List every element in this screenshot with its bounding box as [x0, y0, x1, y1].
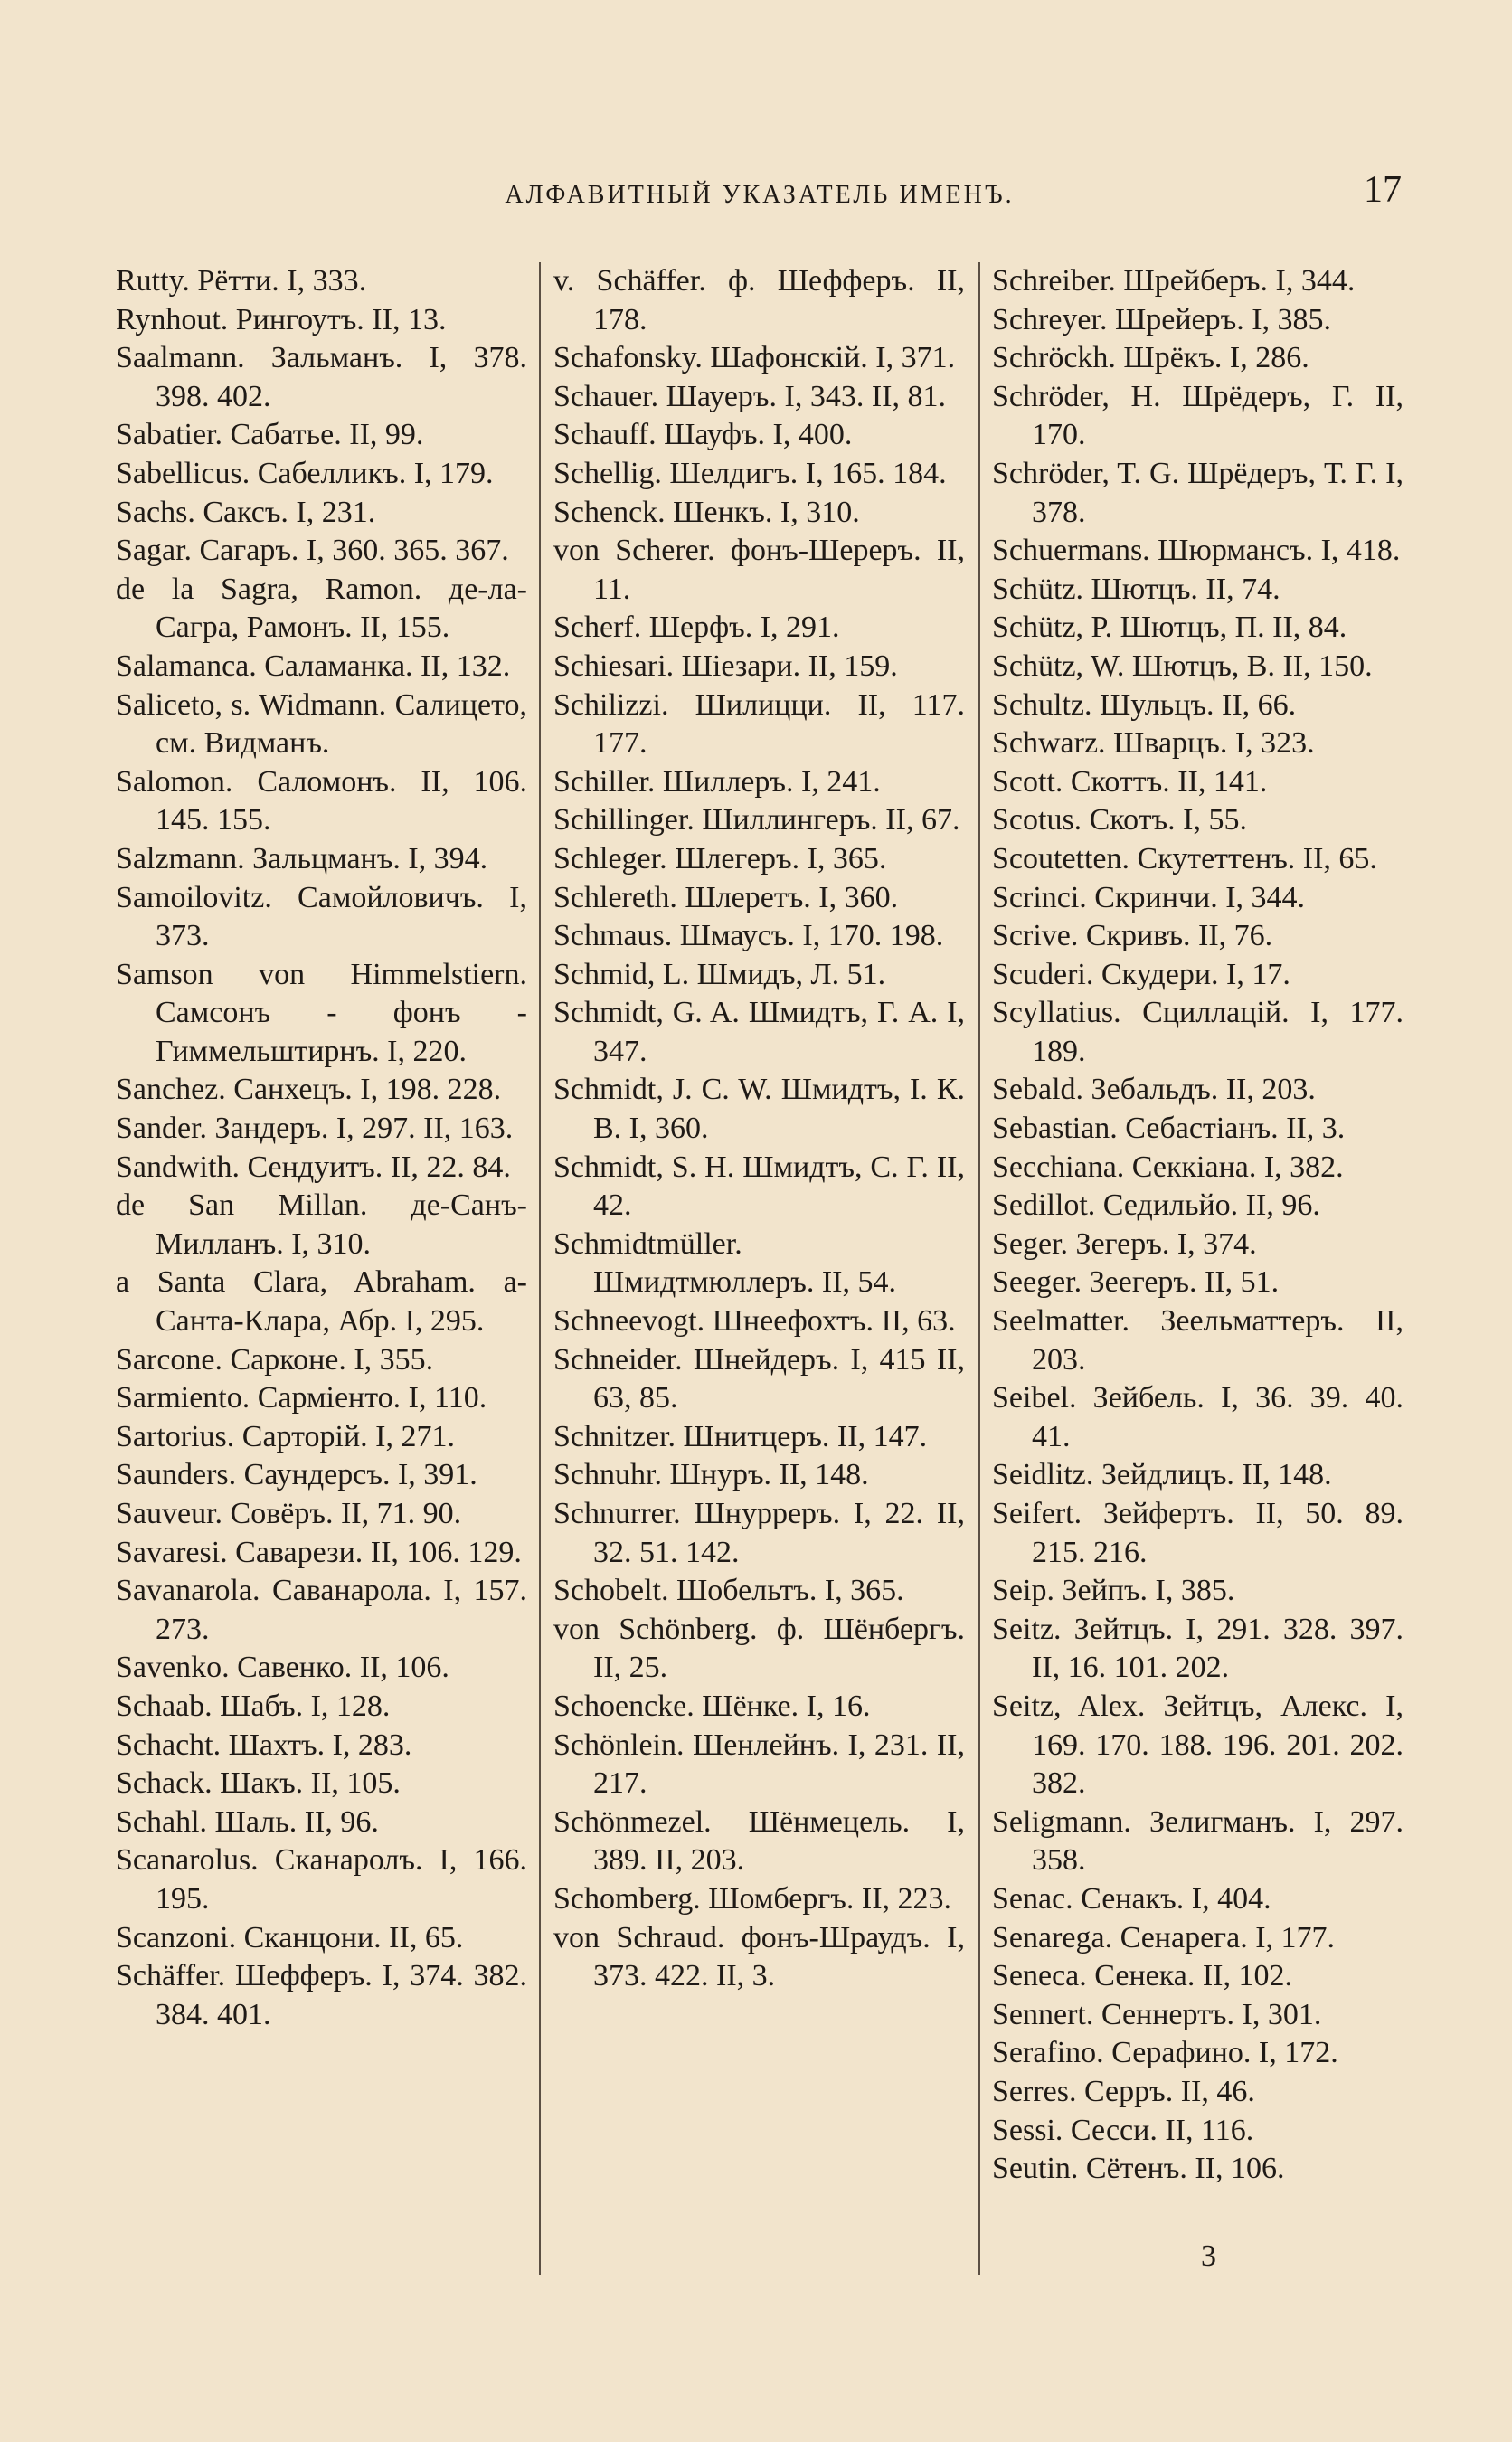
index-entry: Seutin. Сётенъ. II, 106. [992, 2152, 1285, 2186]
index-entry: Schütz, P. Шютцъ, П. II, 84. [992, 610, 1347, 645]
index-entry: Serafino. Серафино. I, 172. [992, 2036, 1338, 2070]
index-entry: a Santa Clara, Abraham. a-Санта-Клара, Абр. I, 295. [116, 1265, 527, 1339]
index-entry: Sarmiento. Сарміенто. I, 110. [116, 1381, 487, 1415]
index-entry: Schönlein. Шенлейнъ. I, 231. II, 217. [553, 1727, 965, 1801]
index-entry: Schafonsky. Шафонскій. I, 371. [553, 341, 956, 375]
index-entry: Schellig. Шелдигъ. I, 165. 184. [553, 456, 947, 490]
index-entry: Sebald. Зебальдъ. II, 203. [992, 1073, 1316, 1107]
index-entry: Sanchez. Санхецъ. I, 198. 228. [116, 1073, 502, 1107]
index-entry: Schmidt, G. A. Шмидтъ, Г. А. I, 347. [553, 996, 965, 1068]
index-entry: Sander. Зандеръ. I, 297. II, 163. [116, 1112, 514, 1146]
index-entry: Schnitzer. Шнитцеръ. II, 147. [553, 1419, 928, 1453]
index-entry: Seitz, Alex. Зейтцъ, Алекс. I, 169. 170. 188. 196. 201. 202. 382. [992, 1689, 1403, 1801]
index-entry: Savenko. Савенко. II, 106. [116, 1651, 449, 1685]
index-entry: Schomberg. Шомбергъ. II, 223. [553, 1881, 952, 1916]
index-entry: Savanarola. Саванарола. I, 157. 273. [116, 1574, 527, 1646]
index-entry: Scanzoni. Сканцони. II, 65. [116, 1920, 464, 1955]
index-entry: Sedillot. Седильйо. II, 96. [992, 1188, 1320, 1223]
index-entry: Serres. Серръ. II, 46. [992, 2074, 1255, 2108]
running-title: АЛФАВИТНЫЙ УКАЗАТЕЛЬ ИМЕНЪ. [505, 181, 1015, 209]
index-entry: Seelmatter. Зеельматтеръ. II, 203. [992, 1304, 1403, 1377]
index-entry: Schiesari. Шіезари. II, 159. [553, 648, 898, 683]
index-entry: Schleger. Шлегеръ. I, 365. [553, 841, 887, 876]
index-entry: Schaab. Шабъ. I, 128. [116, 1689, 391, 1723]
index-entry: Saliceto, s. Widmann. Салицето, см. Видманъ. [116, 687, 527, 761]
index-entry: Schütz, W. Шютцъ, В. II, 150. [992, 648, 1373, 683]
index-entry: Rutty. Рётти. I, 333. [116, 264, 367, 298]
index-entry: Schütz. Шютцъ. II, 74. [992, 572, 1280, 606]
index-entry: Salomon. Саломонъ. II, 106. 145. 155. [116, 764, 527, 838]
index-entry: Schreiber. Шрейберъ. I, 344. [992, 264, 1356, 298]
index-entry: Scoutetten. Скутеттенъ. II, 65. [992, 841, 1377, 876]
index-entry: Seger. Зегеръ. I, 374. [992, 1226, 1257, 1261]
index-entry: Schneider. Шнейдеръ. I, 415 II, 63, 85. [553, 1342, 965, 1415]
index-entry: Sebastian. Себастіанъ. II, 3. [992, 1112, 1346, 1146]
index-entry: Schahl. Шаль. II, 96. [116, 1804, 379, 1839]
index-entry: Schauer. Шауеръ. I, 343. II, 81. [553, 379, 946, 413]
index-entry: Sartorius. Сарторій. I, 271. [116, 1419, 455, 1453]
index-entry: Senac. Сенакъ. I, 404. [992, 1881, 1271, 1916]
page-number: 17 [1364, 169, 1402, 211]
index-entry: Rynhout. Рингоутъ. II, 13. [116, 302, 447, 336]
index-entry: Schmidt, S. H. Шмидтъ, С. Г. II, 42. [553, 1150, 965, 1223]
printer-signature: 3 [1201, 2239, 1216, 2273]
index-entry: Sachs. Саксъ. I, 231. [116, 495, 376, 529]
index-entry: Seifert. Зейфертъ. II, 50. 89. 215. 216. [992, 1497, 1403, 1569]
index-entry: Sarcone. Сарконе. I, 355. [116, 1342, 434, 1377]
index-entry: Seligmann. Зелигманъ. I, 297. 358. [992, 1804, 1403, 1878]
index-entry: Seeger. Зеегеръ. II, 51. [992, 1265, 1280, 1300]
index-entry: Schiller. Шиллеръ. I, 241. [553, 764, 881, 799]
index-entry: Schillinger. Шиллингеръ. II, 67. [553, 803, 960, 838]
index-entry: Scrive. Скривъ. II, 76. [992, 919, 1273, 953]
index-entry: Scotus. Скотъ. I, 55. [992, 803, 1247, 838]
index-entry: Schenck. Шенкъ. I, 310. [553, 495, 860, 529]
index-entry: von Schraud. фонъ-Шраудъ. I, 373. 422. II, 3. [553, 1920, 965, 1993]
index-entry: Schmidtmüller. Шмидтмюллеръ. II, 54. [553, 1226, 896, 1300]
index-entry: Sagar. Сагаръ. I, 360. 365. 367. [116, 534, 509, 568]
index-entry: Sabatier. Сабатье. II, 99. [116, 418, 424, 452]
index-entry: Seneca. Сенека. II, 102. [992, 1959, 1292, 1993]
index-entry: Schultz. Шульцъ. II, 66. [992, 687, 1297, 722]
index-entry: Schauff. Шауфъ. I, 400. [553, 418, 853, 452]
index-entry: Salamanca. Саламанка. II, 132. [116, 648, 511, 683]
index-entry: Seitz. Зейтцъ. I, 291. 328. 397. II, 16. 101. 202. [992, 1612, 1403, 1685]
index-entry: Schneevogt. Шнеефохтъ. II, 63. [553, 1304, 956, 1339]
index-entry: Sandwith. Сендуитъ. II, 22. 84. [116, 1150, 511, 1184]
index-entry: Seip. Зейпъ. I, 385. [992, 1574, 1235, 1608]
index-entry: Schack. Шакъ. II, 105. [116, 1766, 401, 1801]
column-rule [539, 262, 541, 2275]
index-entry: Sabellicus. Сабелликъ. I, 179. [116, 456, 494, 490]
index-entry: Sessi. Сесси. II, 116. [992, 2113, 1254, 2147]
index-entry: Schuermans. Шюрмансъ. I, 418. [992, 534, 1401, 568]
index-entry: Schnurrer. Шнурреръ. I, 22. II, 32. 51. 142. [553, 1497, 965, 1569]
page-header [118, 163, 1402, 226]
index-entry: Sauveur. Совёръ. II, 71. 90. [116, 1497, 462, 1530]
index-entry: Saalmann. Зальманъ. I, 378. 398. 402. [116, 341, 527, 413]
index-entry: Schacht. Шахтъ. I, 283. [116, 1727, 412, 1762]
index-entry: Schäffer. Шефферъ. I, 374. 382. 384. 401. [116, 1959, 527, 2031]
index-entry: Secchiana. Секкіана. I, 382. [992, 1150, 1344, 1184]
index-entry: Schreyer. Шрейеръ. I, 385. [992, 302, 1332, 336]
index-entry: Scrinci. Скринчи. I, 344. [992, 880, 1306, 914]
index-entry: Samson von Himmelstiern. Самсонъ - фонъ - Гиммельштирнъ. I, 220. [116, 957, 527, 1068]
index-entry: von Scherer. фонъ-Шереръ. II, 11. [553, 534, 965, 606]
index-entry: Seibel. Зейбель. I, 36. 39. 40. 41. [992, 1381, 1403, 1453]
index-entry: Savaresi. Саварези. II, 106. 129. [116, 1535, 522, 1569]
index-entry: Schnuhr. Шнуръ. II, 148. [553, 1458, 869, 1492]
index-entry: Scyllatius. Сциллацій. I, 177. 189. [992, 996, 1403, 1068]
index-entry: de la Sagra, Ramon. де-ла-Сагра, Рамонъ. II, 155. [116, 572, 527, 645]
index-entry: Scherf. Шерфъ. I, 291. [553, 610, 840, 645]
index-column-3 [992, 262, 1403, 2189]
index-entry: Schmaus. Шмаусъ. I, 170. 198. [553, 919, 944, 953]
index-entry: Schröckh. Шрёкъ. I, 286. [992, 341, 1309, 375]
index-entry: Sennert. Сеннертъ. I, 301. [992, 1997, 1322, 2031]
index-entry: Schwarz. Шварцъ. I, 323. [992, 726, 1315, 761]
index-entry: Scuderi. Скудери. I, 17. [992, 957, 1290, 991]
index-column-1 [116, 262, 527, 2034]
index-entry: Scott. Скоттъ. II, 141. [992, 764, 1268, 799]
index-column-2 [553, 262, 965, 1996]
index-entry: Schoencke. Шёнке. I, 16. [553, 1689, 871, 1723]
index-entry: Samoilovitz. Самойловичъ. I, 373. [116, 880, 527, 953]
index-entry: Schmidt, J. C. W. Шмидтъ, I. К. В. I, 360. [553, 1073, 965, 1146]
index-entry: Schönmezel. Шёнмецель. I, 389. II, 203. [553, 1804, 965, 1878]
index-entry: Schmid, L. Шмидъ, Л. 51. [553, 957, 886, 991]
index-entry: Schröder, H. Шрёдеръ, Г. II, 170. [992, 379, 1403, 452]
index-entry: Schobelt. Шобельтъ. I, 365. [553, 1574, 904, 1608]
index-entry: de San Millan. де-Санъ-Милланъ. I, 310. [116, 1188, 527, 1261]
index-entry: v. Schäffer. ф. Шефферъ. II, 178. [553, 264, 965, 336]
index-entry: Schilizzi. Шилицци. II, 117. 177. [553, 687, 965, 761]
index-entry: Schröder, T. G. Шрёдеръ, Т. Г. I, 378. [992, 456, 1403, 529]
index-entry: Saunders. Саундерсъ. I, 391. [116, 1458, 477, 1492]
index-entry: Scanarolus. Сканаролъ. I, 166. 195. [116, 1843, 527, 1916]
index-entry: Senarega. Сенарега. I, 177. [992, 1920, 1336, 1955]
index-entry: Schlereth. Шлеретъ. I, 360. [553, 880, 899, 914]
index-entry: von Schönberg. ф. Шёнбергъ. II, 25. [553, 1612, 965, 1685]
index-entry: Salzmann. Зальцманъ. I, 394. [116, 841, 488, 876]
index-entry: Seidlitz. Зейдлицъ. II, 148. [992, 1458, 1332, 1492]
column-rule [978, 262, 980, 2275]
